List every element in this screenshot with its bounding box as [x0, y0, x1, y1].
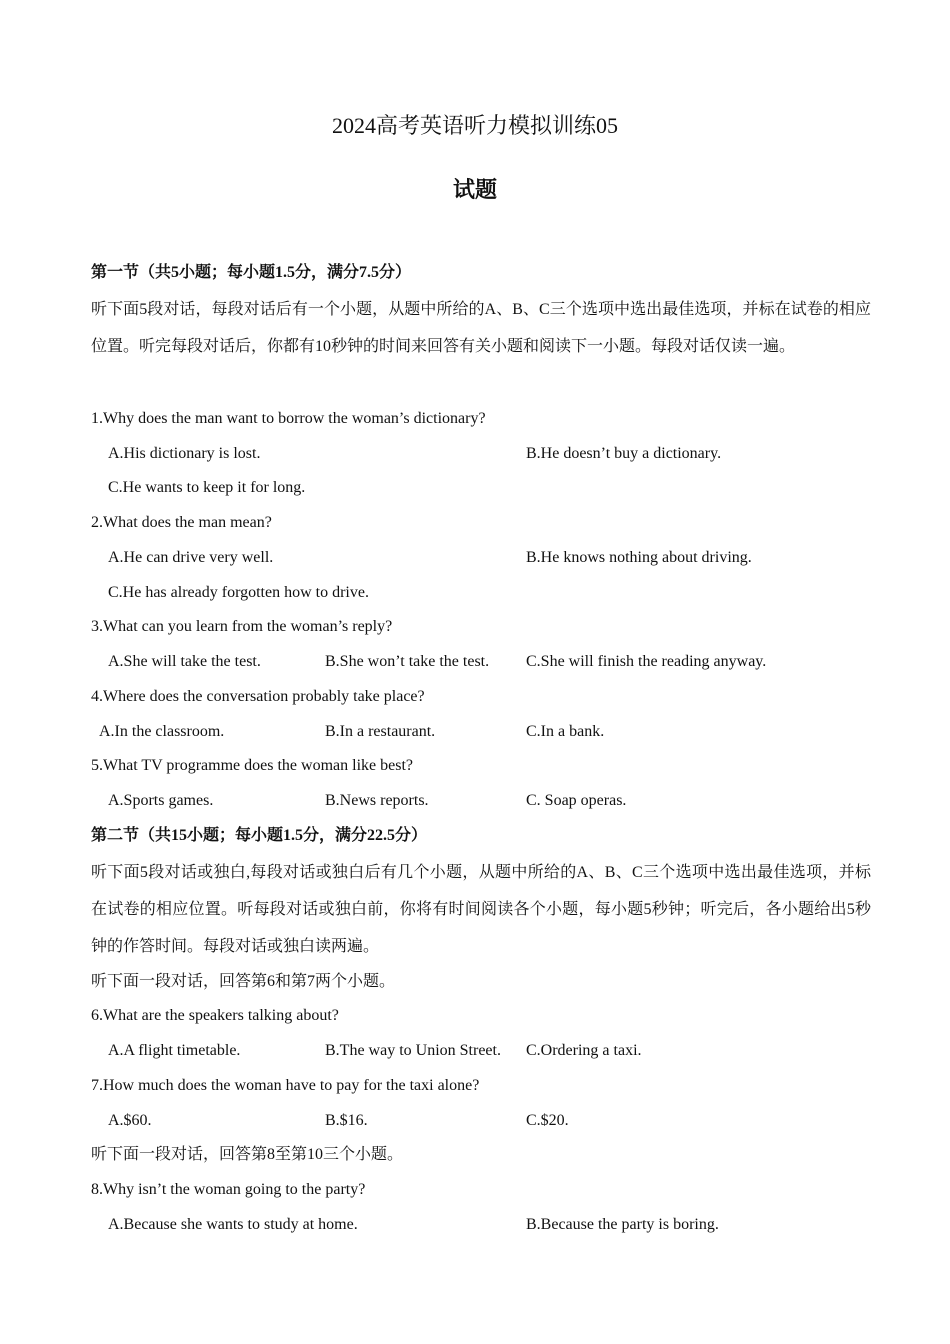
- question-1-option-b: B.He doesn’t buy a dictionary.: [526, 444, 722, 462]
- question-3-option-a: A.She will take the test.: [108, 653, 261, 670]
- section2-heading: 第二节（共15小题；每小题1.5分，满分22.5分）: [91, 826, 428, 844]
- question-2: 2.What does the man mean?: [91, 514, 272, 531]
- question-4: 4.Where does the conversation probably take place?: [91, 687, 425, 705]
- question-4-option-c: C.In a bank.: [526, 722, 605, 740]
- question-5-option-a: A.Sports games.: [108, 792, 214, 809]
- question-8-option-a: A.Because she wants to study at home.: [108, 1215, 358, 1233]
- question-6: 6.What are the speakers talking about?: [91, 1007, 339, 1025]
- question-5-option-c: C. Soap operas.: [526, 792, 627, 809]
- question-6-option-b: B.The way to Union Street.: [325, 1042, 501, 1059]
- question-1-options-row2: [91, 471, 871, 506]
- question-4-option-a: A.In the classroom.: [99, 722, 225, 740]
- question-4-option-b: B.In a restaurant.: [325, 722, 436, 740]
- section2-instructions: 听下面5段对话或独白,每段对话或独白后有几个小题，从题中所给的A、B、C三个选项中选出最佳选项，并标在试卷的相应位置。听每段对话或独白前，你将有时间阅读各个小题，每小题5秒钟；听完后，各小题给出5秒钟的作答时间。每段对话或独白读两遍。: [91, 863, 871, 955]
- document-title: 2024高考英语听力模拟训练05: [331, 113, 618, 138]
- question-1-option-c: C.He wants to keep it for long.: [108, 479, 306, 497]
- question-4-options: [91, 715, 871, 750]
- question-1-option-a: A.His dictionary is lost.: [108, 444, 261, 462]
- section1-instructions: 听下面5段对话，每段对话后有一个小题，从题中所给的A、B、C三个选项中选出最佳选项，并标在试卷的相应位置。听完每段对话后，你都有10秒钟的时间来回答有关小题和阅读下一小题。每段对话仅读一遍。: [91, 300, 871, 355]
- question-7: 7.How much does the woman have to pay for the taxi alone?: [91, 1076, 480, 1094]
- question-2-option-c: C.He has already forgotten how to drive.: [108, 583, 369, 601]
- question-7-option-a: A.$60.: [108, 1111, 152, 1129]
- question-2-option-a: A.He can drive very well.: [108, 548, 274, 566]
- question-2-options-row1: [91, 541, 871, 576]
- question-1: 1.Why does the man want to borrow the woman’s dictionary?: [91, 409, 486, 427]
- question-8: 8.Why isn’t the woman going to the party?: [91, 1181, 366, 1198]
- question-5-options: [91, 784, 871, 819]
- question-8-options: [91, 1208, 871, 1243]
- document-body: [91, 256, 871, 1243]
- question-3: 3.What can you learn from the woman’s reply?: [91, 618, 393, 636]
- question-3-options: [91, 645, 871, 680]
- question-5: 5.What TV programme does the woman like best?: [91, 757, 413, 775]
- question-6-option-a: A.A flight timetable.: [108, 1042, 241, 1059]
- question-7-option-b: B.$16.: [325, 1111, 368, 1129]
- question-5-option-b: B.News reports.: [325, 792, 429, 809]
- question-7-option-c: C.$20.: [526, 1111, 569, 1129]
- group1-intro: 听下面一段对话，回答第6和第7两个小题。: [91, 972, 396, 990]
- question-8-option-b: B.Because the party is boring.: [526, 1215, 719, 1233]
- section2-instructions-wrap: [91, 854, 871, 965]
- section1-heading: 第一节（共5小题；每小题1.5分，满分7.5分）: [91, 264, 412, 281]
- question-3-option-b: B.She won’t take the test.: [325, 653, 490, 670]
- question-2-option-b: B.He knows nothing about driving.: [526, 548, 752, 566]
- group2-intro: 听下面一段对话，回答第8至第10三个小题。: [91, 1146, 404, 1164]
- question-6-options: [91, 1034, 871, 1069]
- document-subtitle: 试题: [452, 177, 497, 202]
- section1-instructions-wrap: [91, 291, 871, 402]
- question-7-options: [91, 1104, 871, 1139]
- question-6-option-c: C.Ordering a taxi.: [526, 1042, 642, 1059]
- question-1-options-row1: [91, 437, 871, 472]
- question-3-option-c: C.She will finish the reading anyway.: [526, 653, 767, 670]
- question-2-options-row2: [91, 576, 871, 611]
